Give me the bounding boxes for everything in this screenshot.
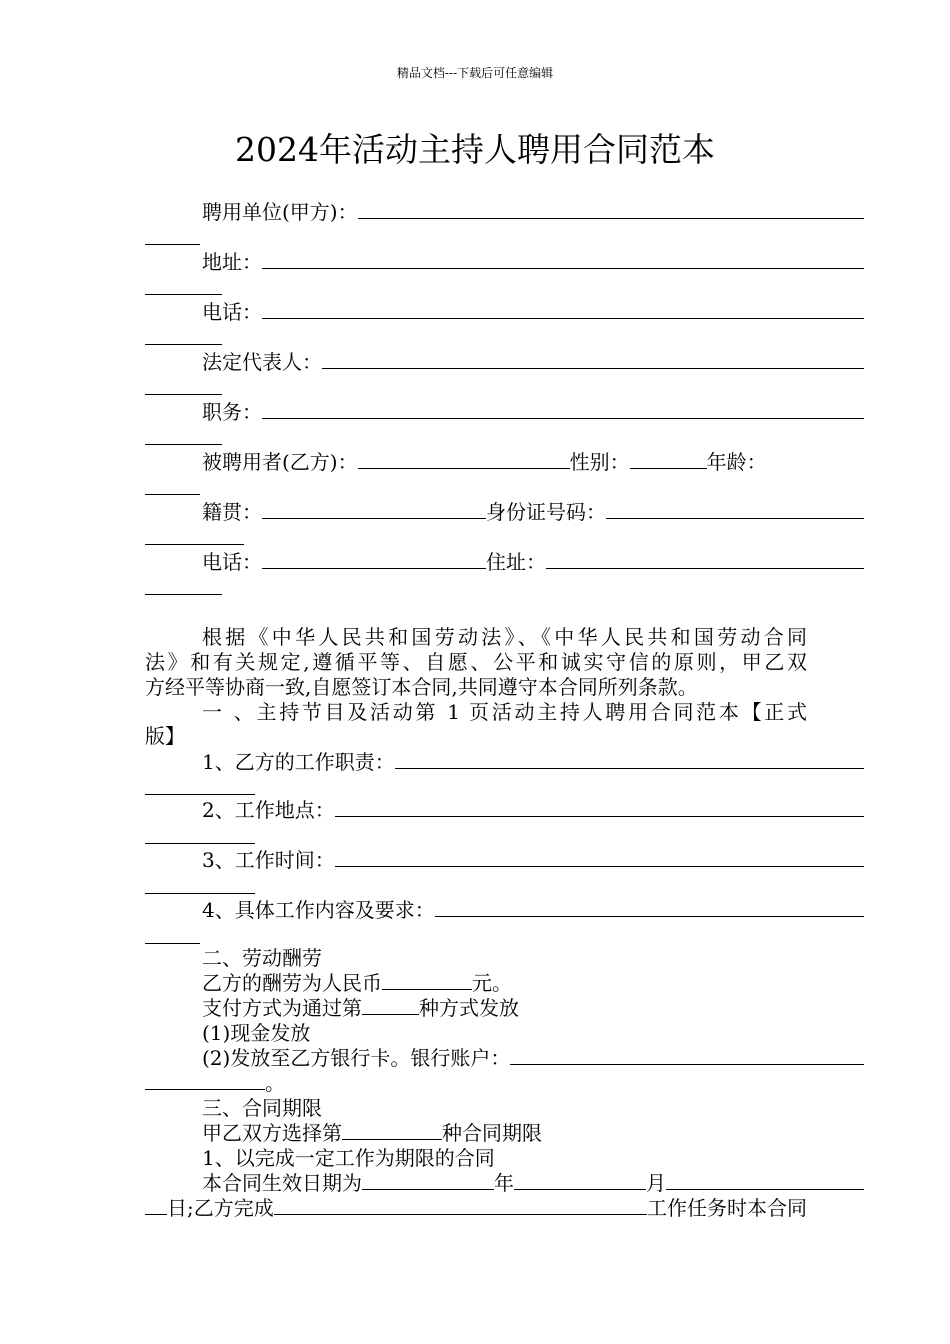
document-title: 2024年活动主持人聘用合同范本 xyxy=(235,130,715,169)
address-blank-cont xyxy=(145,294,222,295)
pay-row xyxy=(145,970,864,996)
year-blank xyxy=(362,1171,494,1190)
phone1-label: 电话： xyxy=(202,300,262,324)
phone2-label: 电话： xyxy=(202,550,262,574)
method-suffix: 种方式发放 xyxy=(419,996,519,1020)
preamble-line-1: 根据《中华人民共和国劳动法》、《中华人民共和国劳动合同 xyxy=(202,625,807,649)
method-blank xyxy=(362,996,419,1015)
legal-rep-row xyxy=(145,349,864,375)
method-label: 支付方式为通过第 xyxy=(202,996,362,1020)
native-row xyxy=(145,499,864,525)
workplace-blank xyxy=(335,798,864,817)
employer-label: 聘用单位(甲方)： xyxy=(202,200,358,224)
gender-blank xyxy=(630,450,707,469)
native-blank xyxy=(262,500,486,519)
legal-rep-label: 法定代表人： xyxy=(202,350,322,374)
task-blank xyxy=(274,1196,647,1215)
section1-heading-line-1: 一 、主持节目及活动第 1 页活动主持人聘用合同范本【正式 xyxy=(202,700,807,724)
employee-row xyxy=(145,449,864,475)
address-blank xyxy=(262,250,864,269)
native-label: 籍贯： xyxy=(202,500,262,524)
month-label: 月 xyxy=(646,1171,666,1195)
content-label: 4、具体工作内容及要求： xyxy=(202,898,435,922)
bank-row xyxy=(145,1045,864,1071)
year-label: 年 xyxy=(494,1171,514,1195)
day-blank-cont xyxy=(145,1196,167,1215)
phone1-row xyxy=(145,299,864,325)
duty-row xyxy=(145,749,864,775)
content-row xyxy=(145,897,864,923)
phone2-row xyxy=(145,549,864,575)
method-row xyxy=(145,995,864,1021)
worktime-blank-cont xyxy=(145,893,255,894)
task-row xyxy=(145,1195,807,1221)
pay-label: 乙方的酬劳为人民币 xyxy=(202,971,382,995)
residence-blank-cont xyxy=(145,594,222,595)
term-item-1: 1、以完成一定工作为期限的合同 xyxy=(202,1146,495,1170)
workplace-blank-cont xyxy=(145,843,255,844)
phone2-blank xyxy=(262,550,486,569)
pay-unit: 元。 xyxy=(472,971,512,995)
bank-blank-cont xyxy=(145,1071,265,1090)
employer-row xyxy=(145,199,864,225)
bank-blank xyxy=(510,1046,864,1065)
preamble-line-2: 法》和有关规定,遵循平等、自愿、公平和诚实守信的原则，甲乙双 xyxy=(145,650,807,674)
preamble-line-3: 方经平等协商一致,自愿签订本合同,共同遵守本合同所列条款。 xyxy=(145,675,698,699)
position-blank-cont xyxy=(145,444,222,445)
duty-blank-cont xyxy=(145,794,255,795)
effective-date-row xyxy=(145,1170,864,1196)
content-blank-cont xyxy=(145,943,200,944)
pay-blank xyxy=(382,971,472,990)
bank-end: 。 xyxy=(265,1071,285,1095)
month-blank xyxy=(514,1171,646,1190)
day-blank xyxy=(666,1171,864,1190)
employee-blank xyxy=(358,450,570,469)
effective-date-label: 本合同生效日期为 xyxy=(202,1171,362,1195)
term-choice-row xyxy=(145,1120,864,1146)
position-label: 职务： xyxy=(202,400,262,424)
employee-label: 被聘用者(乙方)： xyxy=(202,450,358,474)
worktime-blank xyxy=(335,848,864,867)
employer-blank-cont xyxy=(145,244,200,245)
duty-label: 1、乙方的工作职责： xyxy=(202,750,395,774)
gender-label: 性别： xyxy=(569,450,630,474)
legal-rep-blank xyxy=(322,350,864,369)
id-blank-cont xyxy=(145,544,244,545)
bank-label: (2)发放至乙方银行卡。银行账户： xyxy=(202,1046,511,1070)
term-choice-blank xyxy=(342,1121,442,1140)
id-label: 身份证号码： xyxy=(486,500,606,524)
legal-rep-blank-cont xyxy=(145,394,222,395)
pay-option-1: (1)现金发放 xyxy=(202,1021,311,1045)
workplace-row xyxy=(145,797,864,823)
phone1-blank xyxy=(262,300,864,319)
position-blank xyxy=(262,400,864,419)
position-row xyxy=(145,399,864,425)
age-label: 年龄： xyxy=(706,450,767,474)
section3-heading: 三、合同期限 xyxy=(202,1096,322,1120)
content-blank xyxy=(435,898,864,917)
page-header: 精品文档---下载后可任意编辑 xyxy=(396,66,554,80)
address-row xyxy=(145,249,864,275)
age-blank-cont xyxy=(145,494,200,495)
employer-blank xyxy=(358,200,864,219)
worktime-row xyxy=(145,847,864,873)
address-label: 地址： xyxy=(202,250,262,274)
bank-row-cont xyxy=(145,1070,807,1096)
term-choice-suffix: 种合同期限 xyxy=(442,1121,542,1145)
phone1-blank-cont xyxy=(145,344,222,345)
term-choice-label: 甲乙双方选择第 xyxy=(202,1121,342,1145)
task-suffix: 工作任务时本合同 xyxy=(647,1196,807,1220)
id-blank xyxy=(606,500,864,519)
worktime-label: 3、工作时间： xyxy=(202,848,335,872)
residence-blank xyxy=(546,550,864,569)
workplace-label: 2、工作地点： xyxy=(202,798,335,822)
section2-heading: 二、劳动酬劳 xyxy=(202,946,322,970)
duty-blank xyxy=(395,750,864,769)
residence-label: 住址： xyxy=(486,550,546,574)
section1-heading-line-2: 版】 xyxy=(145,724,185,748)
day-label: 日;乙方完成 xyxy=(167,1196,274,1220)
